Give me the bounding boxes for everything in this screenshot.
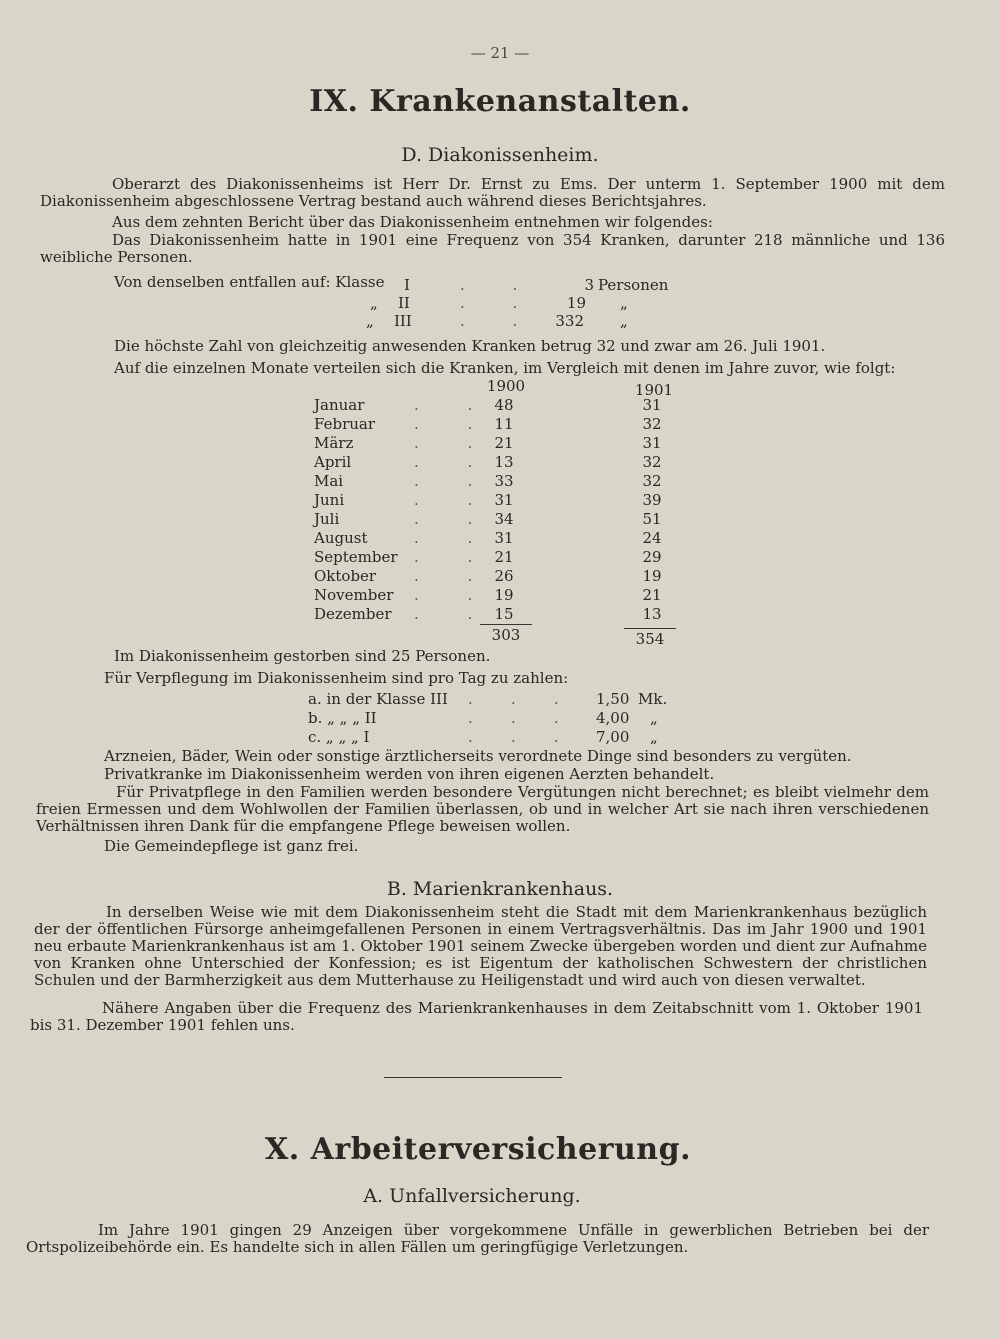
page-number: — 21 — <box>470 44 530 62</box>
sum-rule-1901 <box>624 628 676 629</box>
paragraph-frequenz: Das Diakonissenheim hatte in 1901 eine Frequenz von 354 Kranken, darunter 218 männliche und 136 weibliche Personen. <box>40 231 945 266</box>
table-row: Mai . . 33 32 <box>314 472 662 490</box>
section-ix-title: IX. Krankenanstalten. <box>309 84 691 119</box>
paragraph-verpflegung: Für Verpflegung im Diakonissenheim sind pro Tag zu zahlen: <box>104 669 569 687</box>
paragraph-bericht: Aus dem zehnten Bericht über das Diakonissenheim entnehmen wir folgendes: <box>112 213 713 231</box>
table-row: August . . 31 24 <box>314 529 662 547</box>
section-x-title: X. Arbeiterversicherung. <box>264 1132 692 1167</box>
table-row: Juni . . 31 39 <box>314 491 662 509</box>
year-header-1901: 1901 <box>634 381 674 399</box>
klasse-label: I <box>404 276 410 294</box>
paragraph-unfallversicherung: Im Jahre 1901 gingen 29 Anzeigen über vorgekommene Unfälle in gewerblichen Betrieben bei der Ortspolizeibehörde ein. Es handelte sich in allen Fällen um geringfügige Verletzungen. <box>26 1221 929 1256</box>
table-row: März . . 21 31 <box>314 434 662 452</box>
table-row: April . . 13 32 <box>314 453 662 471</box>
table-row: Februar . . 11 32 <box>314 415 662 433</box>
table-row: Oktober . . 26 19 <box>314 567 662 585</box>
klasse-unit: Personen <box>598 276 669 294</box>
table-row: September . . 21 29 <box>314 548 662 566</box>
paragraph-gemeindepflege: Die Gemeindepflege ist ganz frei. <box>104 837 359 855</box>
klasse-label: III <box>394 312 412 330</box>
klasse-count: 3 <box>584 276 594 294</box>
paragraph-naehere-angaben: Nähere Angaben über die Frequenz des Marienkrankenhauses in dem Zeitabschnitt vom 1. Oktober 1901 bis 31. Dezember 1901 fehlen uns. <box>30 999 923 1034</box>
paragraph-oberarzt: Oberarzt des Diakonissenheims ist Herr Dr. Ernst zu Ems. Der unterm 1. September 1900 mit dem Diakonissenheim abgeschlossene Vertrag bestand auch während dieses Berichtsjahres. <box>40 175 945 210</box>
klassen-intro: Von denselben entfallen auf: Klasse <box>114 273 385 291</box>
subsection-d-title: D. Diakonissenheim. <box>401 144 599 166</box>
paragraph-arzneien: Arzneien, Bäder, Wein oder sonstige ärztlicherseits verordnete Dinge sind besonders zu vergüten. <box>104 747 852 765</box>
klasse-count: 332 <box>555 312 584 330</box>
paragraph-monate-intro: Auf die einzelnen Monate verteilen sich die Kranken, im Vergleich mit denen im Jahre zuvor, wie folgt: <box>114 359 896 377</box>
table-row: November . . 19 21 <box>314 586 662 604</box>
klasse-row: „ II . . 19 „ <box>370 294 628 312</box>
klasse-label: II <box>398 294 410 312</box>
year-header-1900: 1900 <box>486 377 526 395</box>
klasse-count: 19 <box>566 294 586 312</box>
sum-rule-1900 <box>480 624 532 625</box>
klasse-row: I . . 3 Personen <box>404 276 669 294</box>
subsection-a-title: A. Unfallversicherung. <box>363 1185 581 1207</box>
price-row: c. „ „ „ I . . . 7,00 „ <box>308 728 658 746</box>
total-1900: 303 <box>491 626 521 644</box>
price-row: b. „ „ „ II . . . 4,00 „ <box>308 709 658 727</box>
table-row: Januar . . 48 31 <box>314 396 662 414</box>
table-row: Dezember . . 15 13 <box>314 605 662 623</box>
price-row: a. in der Klasse III . . . 1,50 Mk. <box>308 690 668 708</box>
section-divider <box>384 1077 562 1078</box>
paragraph-gestorben: Im Diakonissenheim gestorben sind 25 Personen. <box>114 647 491 665</box>
paragraph-privatpflege: Für Privatpflege in den Familien werden besondere Vergütungen nicht berechnet; es bleibt vielmehr dem freien Ermessen und dem Wohlwollen der Familien überlassen, ob und in welcher Art sie nach ihren verschiedenen Verhältnissen ihren Dank für die empfangene Pflege beweisen wollen. <box>36 783 929 835</box>
total-1901: 354 <box>635 630 665 648</box>
table-row: Juli . . 34 51 <box>314 510 662 528</box>
klasse-unit: „ <box>620 312 628 330</box>
subsection-b-title: B. Marienkrankenhaus. <box>386 878 614 900</box>
paragraph-privatkranke: Privatkranke im Diakonissenheim werden von ihren eigenen Aerzten behandelt. <box>104 765 715 783</box>
klasse-unit: „ <box>620 294 628 312</box>
paragraph-marienkrankenhaus: In derselben Weise wie mit dem Diakonissenheim steht die Stadt mit dem Marienkrankenhaus bezüglich der der öffentlichen Fürsorge anheimgefallenen Personen in einem Vertragsverhältnis. Das im Jahr 1900 und 1901 neu erbaute Marienkrankenhaus ist am 1. Oktober 1901 seinem Zwecke übergeben worden und dient zur Aufnahme von Kranken ohne Unterschied der Konfession; es ist Eigentum der katholischen Schwestern der christlichen Schulen und der Barmherzigkeit aus dem Mutterhause zu Heiligenstadt und wird auch von diesen verwaltet. <box>34 903 927 989</box>
paragraph-hoechste-zahl: Die höchste Zahl von gleichzeitig anwesenden Kranken betrug 32 und zwar am 26. Juli 1901. <box>114 337 826 355</box>
klasse-row: „ III . . 332 „ <box>366 312 628 330</box>
